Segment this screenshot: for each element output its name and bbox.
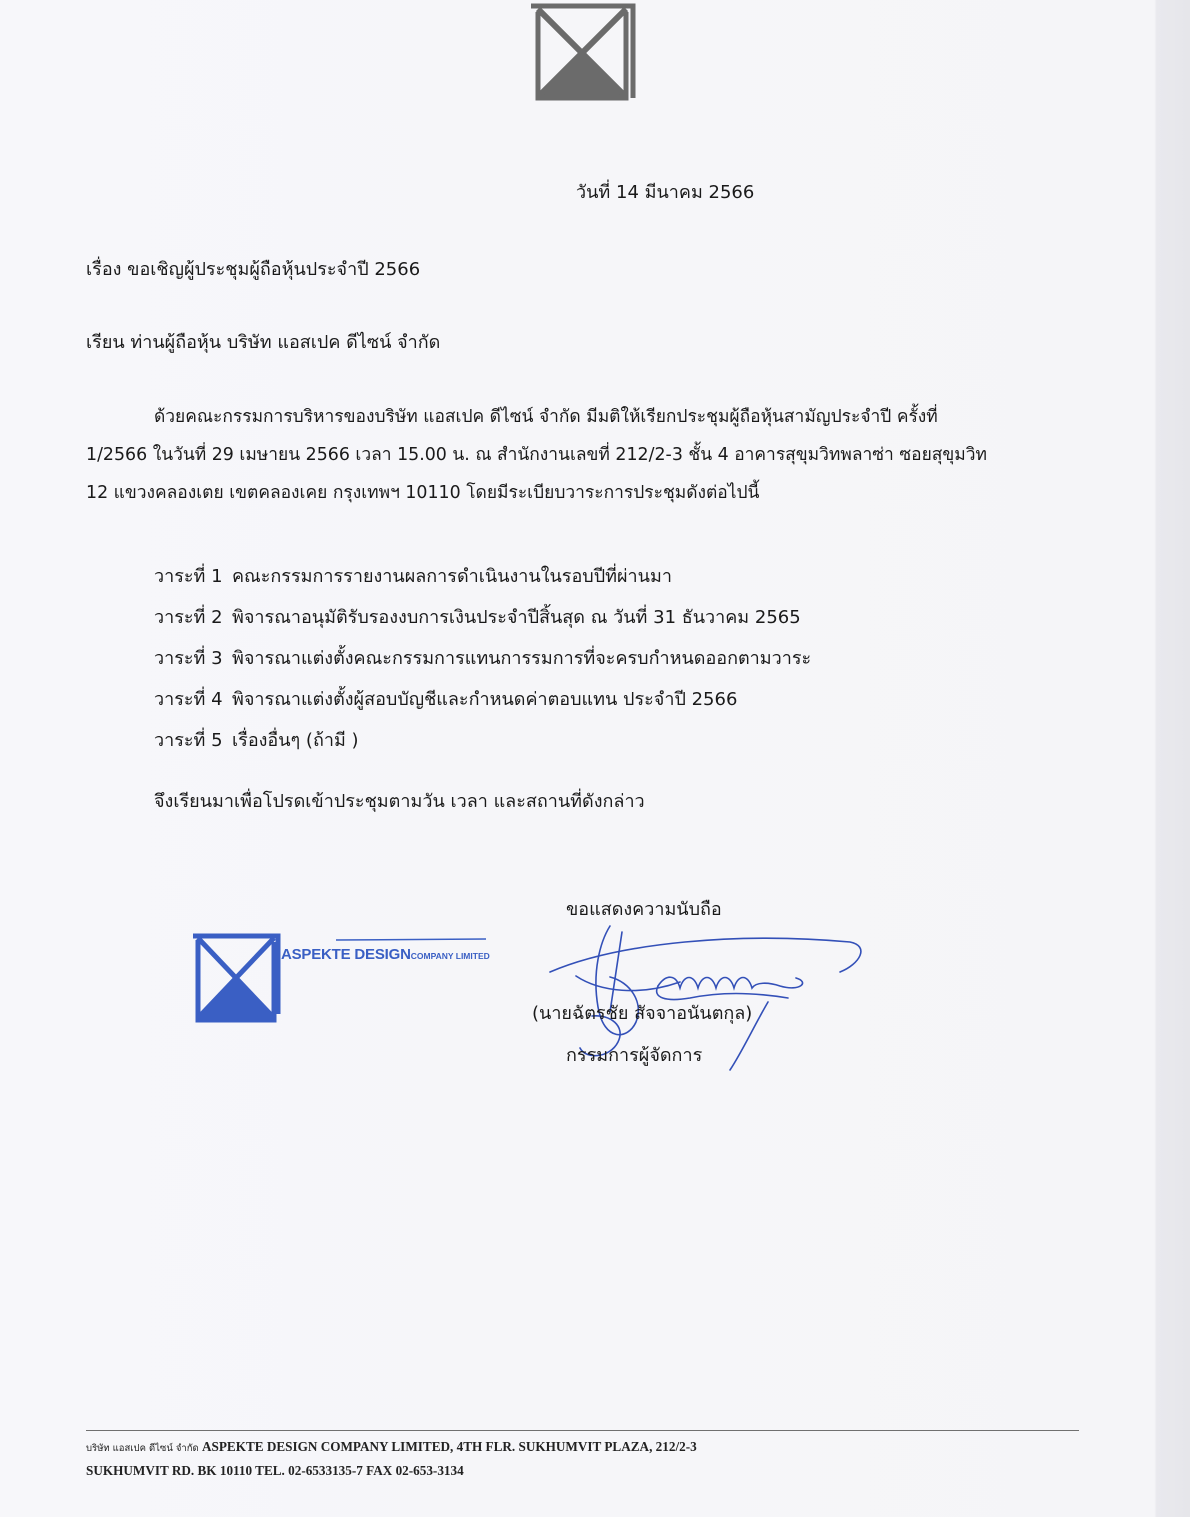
stamp-main-text: ASPEKTE DESIGN [281, 946, 411, 963]
agenda-item [154, 556, 811, 597]
agenda-list [154, 556, 811, 761]
letter-regards: ขอแสดงความนับถือ [566, 899, 722, 920]
agenda-label: วาระที่ 2 [154, 607, 223, 628]
stamp-company-name [281, 946, 490, 963]
letterhead-footer [86, 1436, 697, 1482]
letter-subject: เรื่อง ขอเชิญผู้ประชุมผู้ถือหุ้นประจำปี 2566 [86, 259, 421, 280]
letter-date: วันที่ 14 มีนาคม 2566 [576, 182, 755, 203]
stamp-small-text: COMPANY LIMITED [410, 951, 490, 961]
agenda-label: วาระที่ 3 [154, 648, 223, 669]
agenda-label: วาระที่ 1 [154, 566, 223, 587]
footer-address-1: ASPEKTE DESIGN COMPANY LIMITED, 4TH FLR. SUKHUMVIT PLAZA, 212/2-3 [201, 1439, 697, 1454]
agenda-item [154, 720, 811, 761]
agenda-item [154, 638, 811, 679]
body-line: 1/2566 ในวันที่ 29 เมษายน 2566 เวลา 15.00 น. ณ สำนักงานเลขที่ 212/2-3 ชั้น 4 อาคารสุขุมวิทพลาซ่า ซอยสุขุมวิท [86, 445, 987, 465]
agenda-text: พิจารณาแต่งตั้งผู้สอบบัญชีและกำหนดค่าตอบแทน ประจำปี 2566 [232, 689, 738, 710]
body-line: ด้วยคณะกรรมการบริหารของบริษัท แอสเปค ดีไซน์ จำกัด มีมติให้เรียกประชุมผู้ถือหุ้นสามัญประจำปี ครั้งที่ [154, 407, 938, 427]
agenda-text: เรื่องอื่นๆ (ถ้ามี ) [232, 730, 359, 751]
letter-closing: จึงเรียนมาเพื่อโปรดเข้าประชุมตามวัน เวลา และสถานที่ดังกล่าว [154, 791, 645, 812]
footer-divider [86, 1430, 1079, 1431]
agenda-item [154, 679, 811, 720]
signer-name: (นายฉัตรชัย สัจจาอนันตกุล) [532, 1003, 753, 1024]
body-line: 12 แขวงคลองเตย เขตคลองเคย กรุงเทพฯ 10110 โดยมีระเบียบวาระการประชุมดังต่อไปนี้ [86, 483, 760, 503]
agenda-label: วาระที่ 4 [154, 689, 223, 710]
letter-salutation: เรียน ท่านผู้ถือหุ้น บริษัท แอสเปค ดีไซน์ จำกัด [86, 332, 441, 353]
company-logo-icon [528, 3, 636, 101]
agenda-text: พิจารณาแต่งตั้งคณะกรรมการแทนการรมการที่จะครบกำหนดออกตามวาระ [232, 648, 812, 669]
letter-body [86, 398, 1031, 512]
company-stamp-icon [186, 928, 526, 1028]
footer-line-1 [86, 1436, 697, 1460]
footer-thai-name: บริษัท แอสเปค ดีไซน์ จำกัด [86, 1443, 199, 1454]
agenda-item [154, 597, 811, 638]
signer-title: กรรมการผู้จัดการ [566, 1045, 703, 1066]
agenda-text: พิจารณาอนุมัติรับรองงบการเงินประจำปีสิ้นสุด ณ วันที่ 31 ธันวาคม 2565 [232, 607, 801, 628]
agenda-text: คณะกรรมการรายงานผลการดำเนินงานในรอบปีที่ผ่านมา [232, 566, 672, 587]
footer-address-2: SUKHUMVIT RD. BK 10110 TEL. 02-6533135-7 FAX 02-653-3134 [86, 1463, 464, 1478]
agenda-label: วาระที่ 5 [154, 730, 223, 751]
